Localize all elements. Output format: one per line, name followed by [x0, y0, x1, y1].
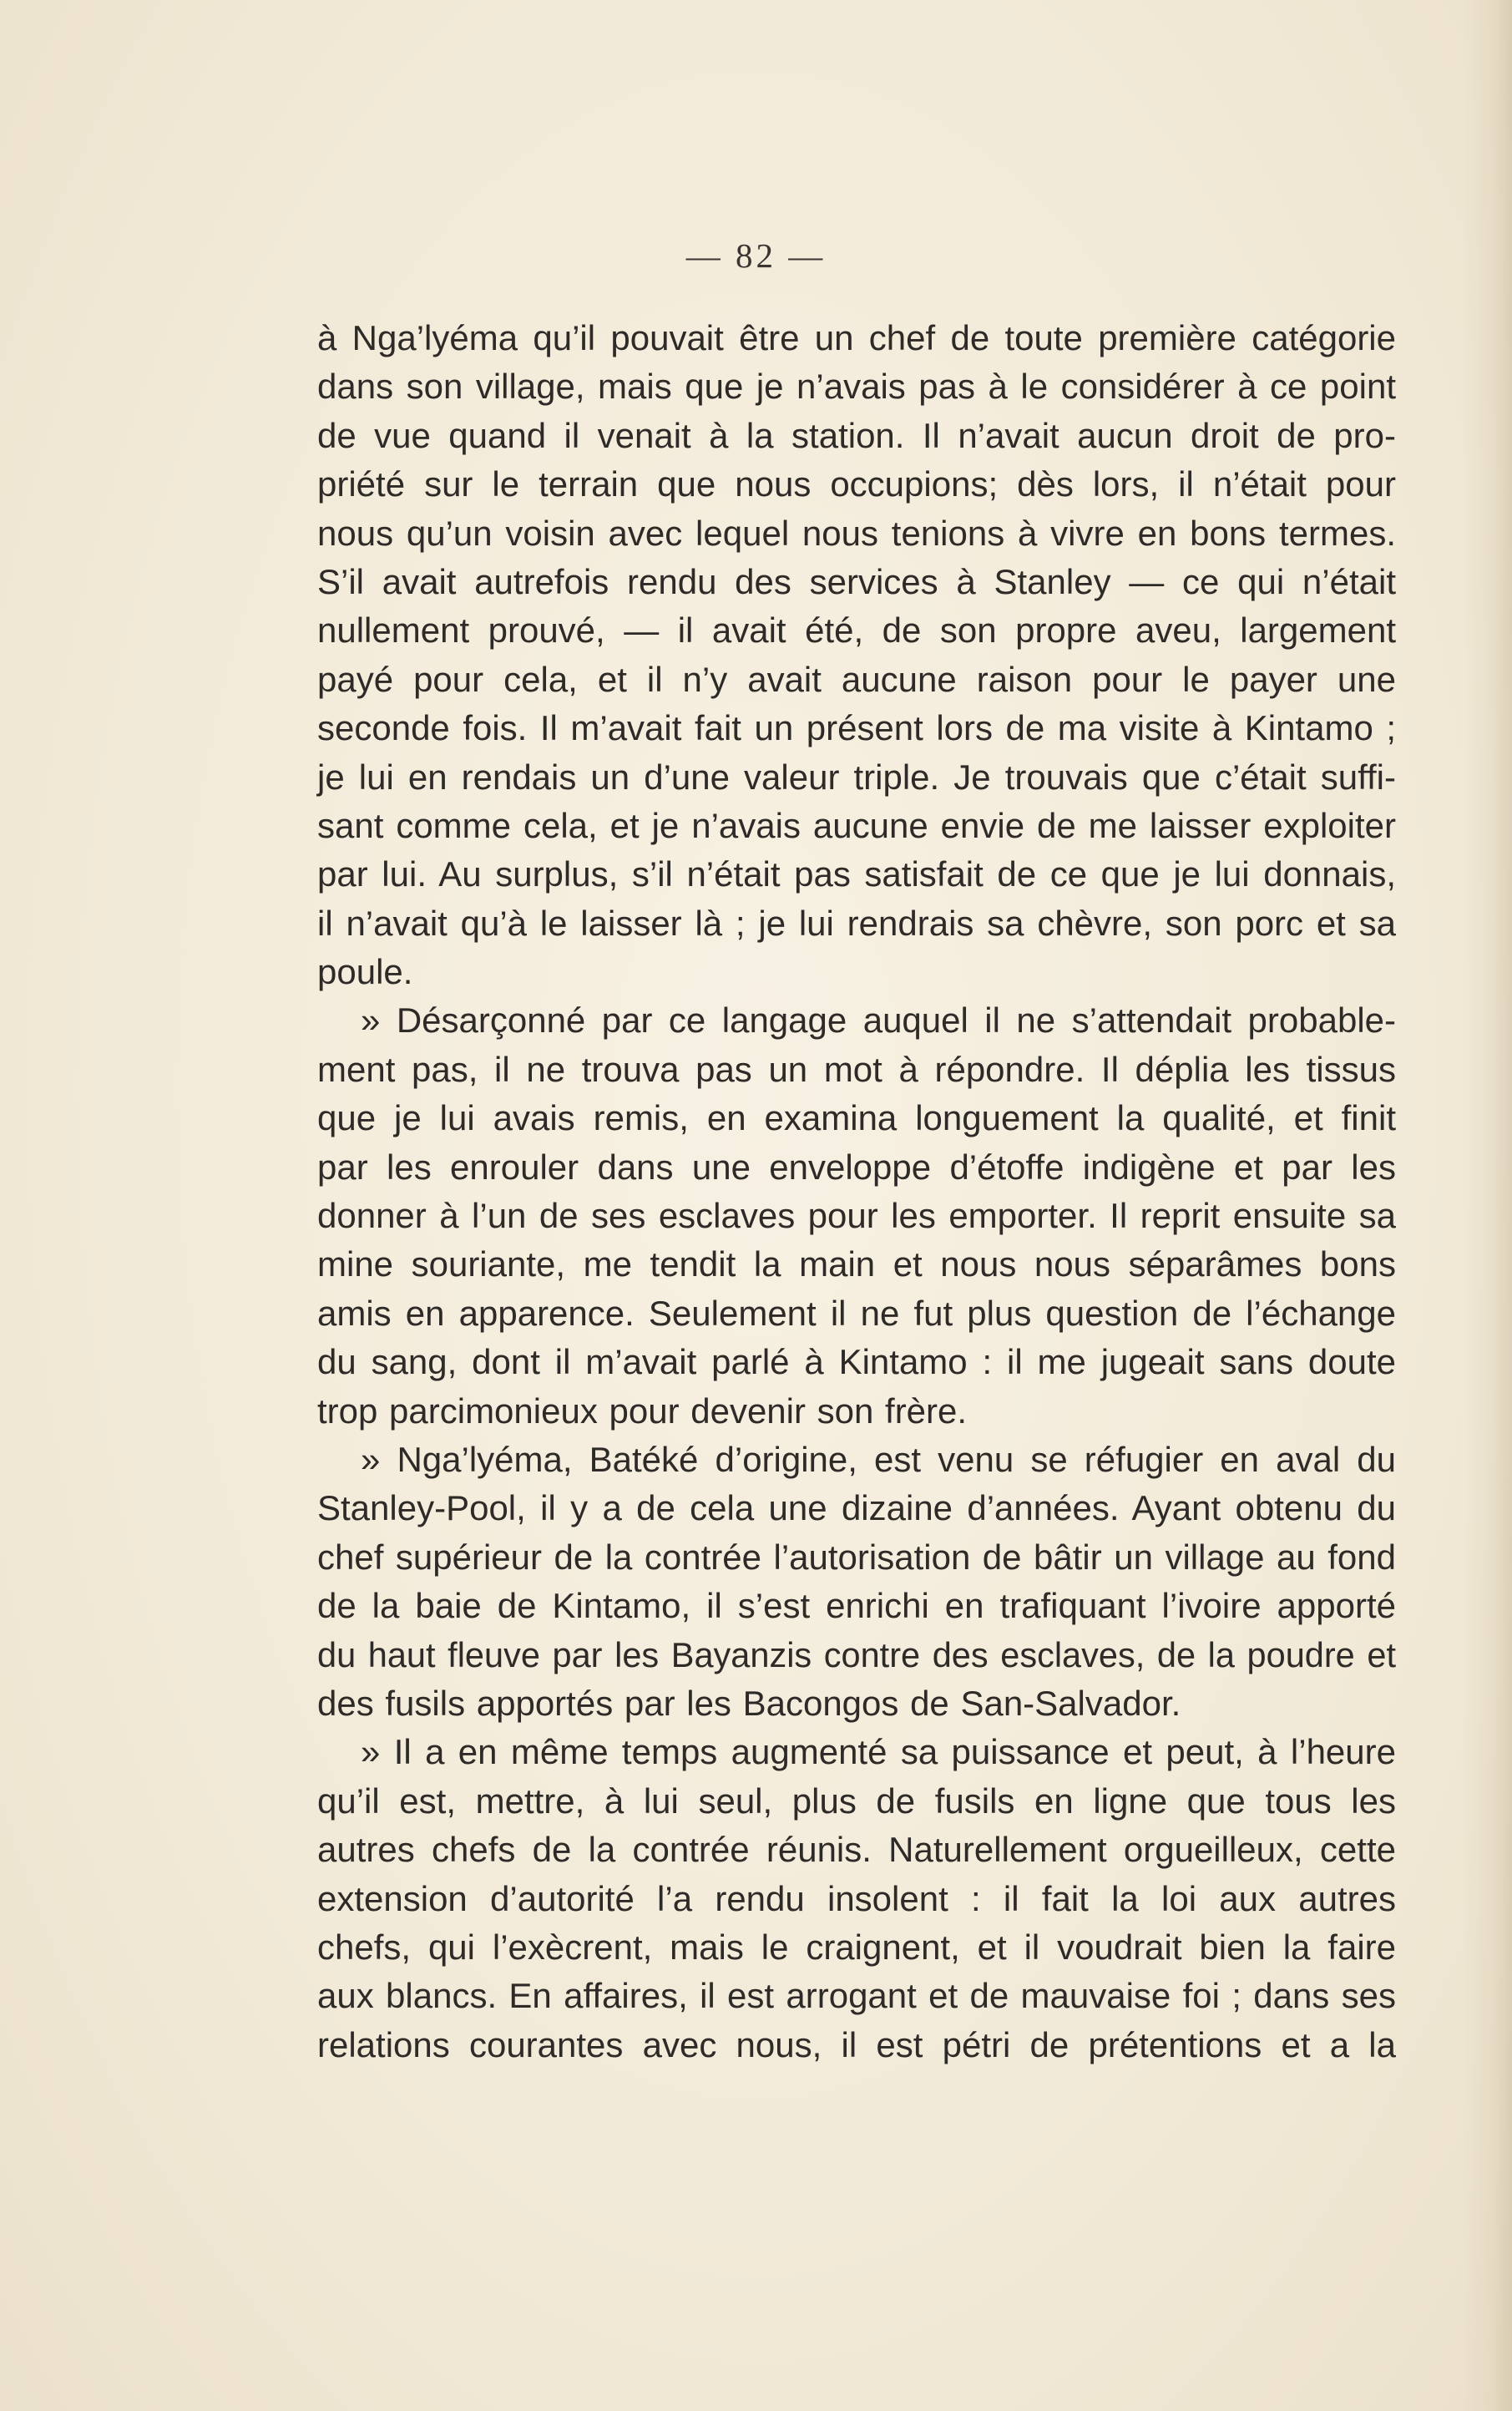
text-line: de la baie de Kintamo, il s’est enrichi en trafiquant l’ivoire apporté — [317, 1586, 1396, 1626]
text-line: amis en apparence. Seulement il ne fut plus question de l’échange — [317, 1293, 1396, 1333]
text-line: seconde fois. Il m’avait fait un présent lors de ma visite à Kintamo ; — [317, 708, 1396, 748]
text-line: il n’avait qu’à le laisser là ; je lui rendrais sa chèvre, son porc et sa — [317, 903, 1396, 943]
text-line: chefs, qui l’exècrent, mais le craignent, et il voudrait bien la faire — [317, 1927, 1396, 1967]
text-line: mine souriante, me tendit la main et nous nous séparâmes bons — [317, 1244, 1396, 1284]
text-line: » Désarçonné par ce langage auquel il ne s’attendait probable- — [361, 1000, 1396, 1041]
text-line: trop parcimonieux pour devenir son frère. — [317, 1390, 968, 1431]
text-line: priété sur le terrain que nous occupions; dès lors, il n’était pour — [317, 464, 1396, 504]
text-line: dans son village, mais que je n’avais pas à le considérer à ce point — [317, 367, 1396, 407]
text-line: relations courantes avec nous, il est pétri de prétentions et a la — [317, 2024, 1396, 2064]
text-line: autres chefs de la contrée réunis. Naturellement orgueilleux, cette — [317, 1830, 1396, 1870]
text-line: S’il avait autrefois rendu des services à Stanley — ce qui n’était — [317, 561, 1396, 601]
text-line: par lui. Au surplus, s’il n’était pas satisfait de ce que je lui donnais, — [317, 854, 1396, 894]
text-line: qu’il est, mettre, à lui seul, plus de fusils en ligne que tous les — [317, 1780, 1396, 1821]
text-line: » Il a en même temps augmenté sa puissance et peut, à l’heure — [361, 1732, 1396, 1772]
page-number: — 82 — — [685, 236, 827, 275]
text-line: sant comme cela, et je n’avais aucune envie de me laisser exploiter — [317, 805, 1396, 845]
text-line: payé pour cela, et il n’y avait aucune raison pour le payer une — [317, 659, 1396, 699]
text-line: poule. — [317, 952, 413, 992]
text-line: à Nga’lyéma qu’il pouvait être un chef de toute première catégorie — [317, 318, 1396, 357]
text-line: de vue quand il venait à la station. Il n’avait aucun droit de pro- — [317, 415, 1396, 455]
text-line: aux blancs. En affaires, il est arrogant et de mauvaise foi ; dans ses — [317, 1976, 1396, 2016]
text-line: ment pas, il ne trouva pas un mot à répondre. Il déplia les tissus — [317, 1049, 1396, 1089]
text-line: je lui en rendais un d’une valeur triple. Je trouvais que c’était suffi- — [317, 757, 1396, 797]
page-edge-shadow — [1462, 0, 1512, 2411]
text-line: nous qu’un voisin avec lequel nous tenions à vivre en bons termes. — [317, 513, 1396, 553]
text-line: par les enrouler dans une enveloppe d’étoffe indigène et par les — [317, 1147, 1396, 1187]
text-line: du sang, dont il m’avait parlé à Kintamo : il me jugeait sans doute — [317, 1342, 1396, 1382]
text-line: des fusils apportés par les Bacongos de San-Salvador. — [317, 1683, 1181, 1723]
text-line: que je lui avais remis, en examina longuement la qualité, et finit — [317, 1098, 1396, 1138]
text-line: nullement prouvé, — il avait été, de son propre aveu, largement — [317, 610, 1396, 651]
text-line: du haut fleuve par les Bayanzis contre des esclaves, de la poudre et — [317, 1634, 1396, 1674]
text-line: extension d’autorité l’a rendu insolent : il fait la loi aux autres — [317, 1878, 1396, 1918]
text-line: donner à l’un de ses esclaves pour les emporter. Il reprit ensuite sa — [317, 1196, 1396, 1236]
text-line: » Nga’lyéma, Batéké d’origine, est venu se réfugier en aval du — [361, 1439, 1396, 1479]
text-line: Stanley-Pool, il y a de cela une dizaine d’années. Ayant obtenu du — [317, 1488, 1396, 1528]
body-text — [317, 314, 1396, 2069]
text-line: chef supérieur de la contrée l’autorisation de bâtir un village au fond — [317, 1537, 1396, 1577]
